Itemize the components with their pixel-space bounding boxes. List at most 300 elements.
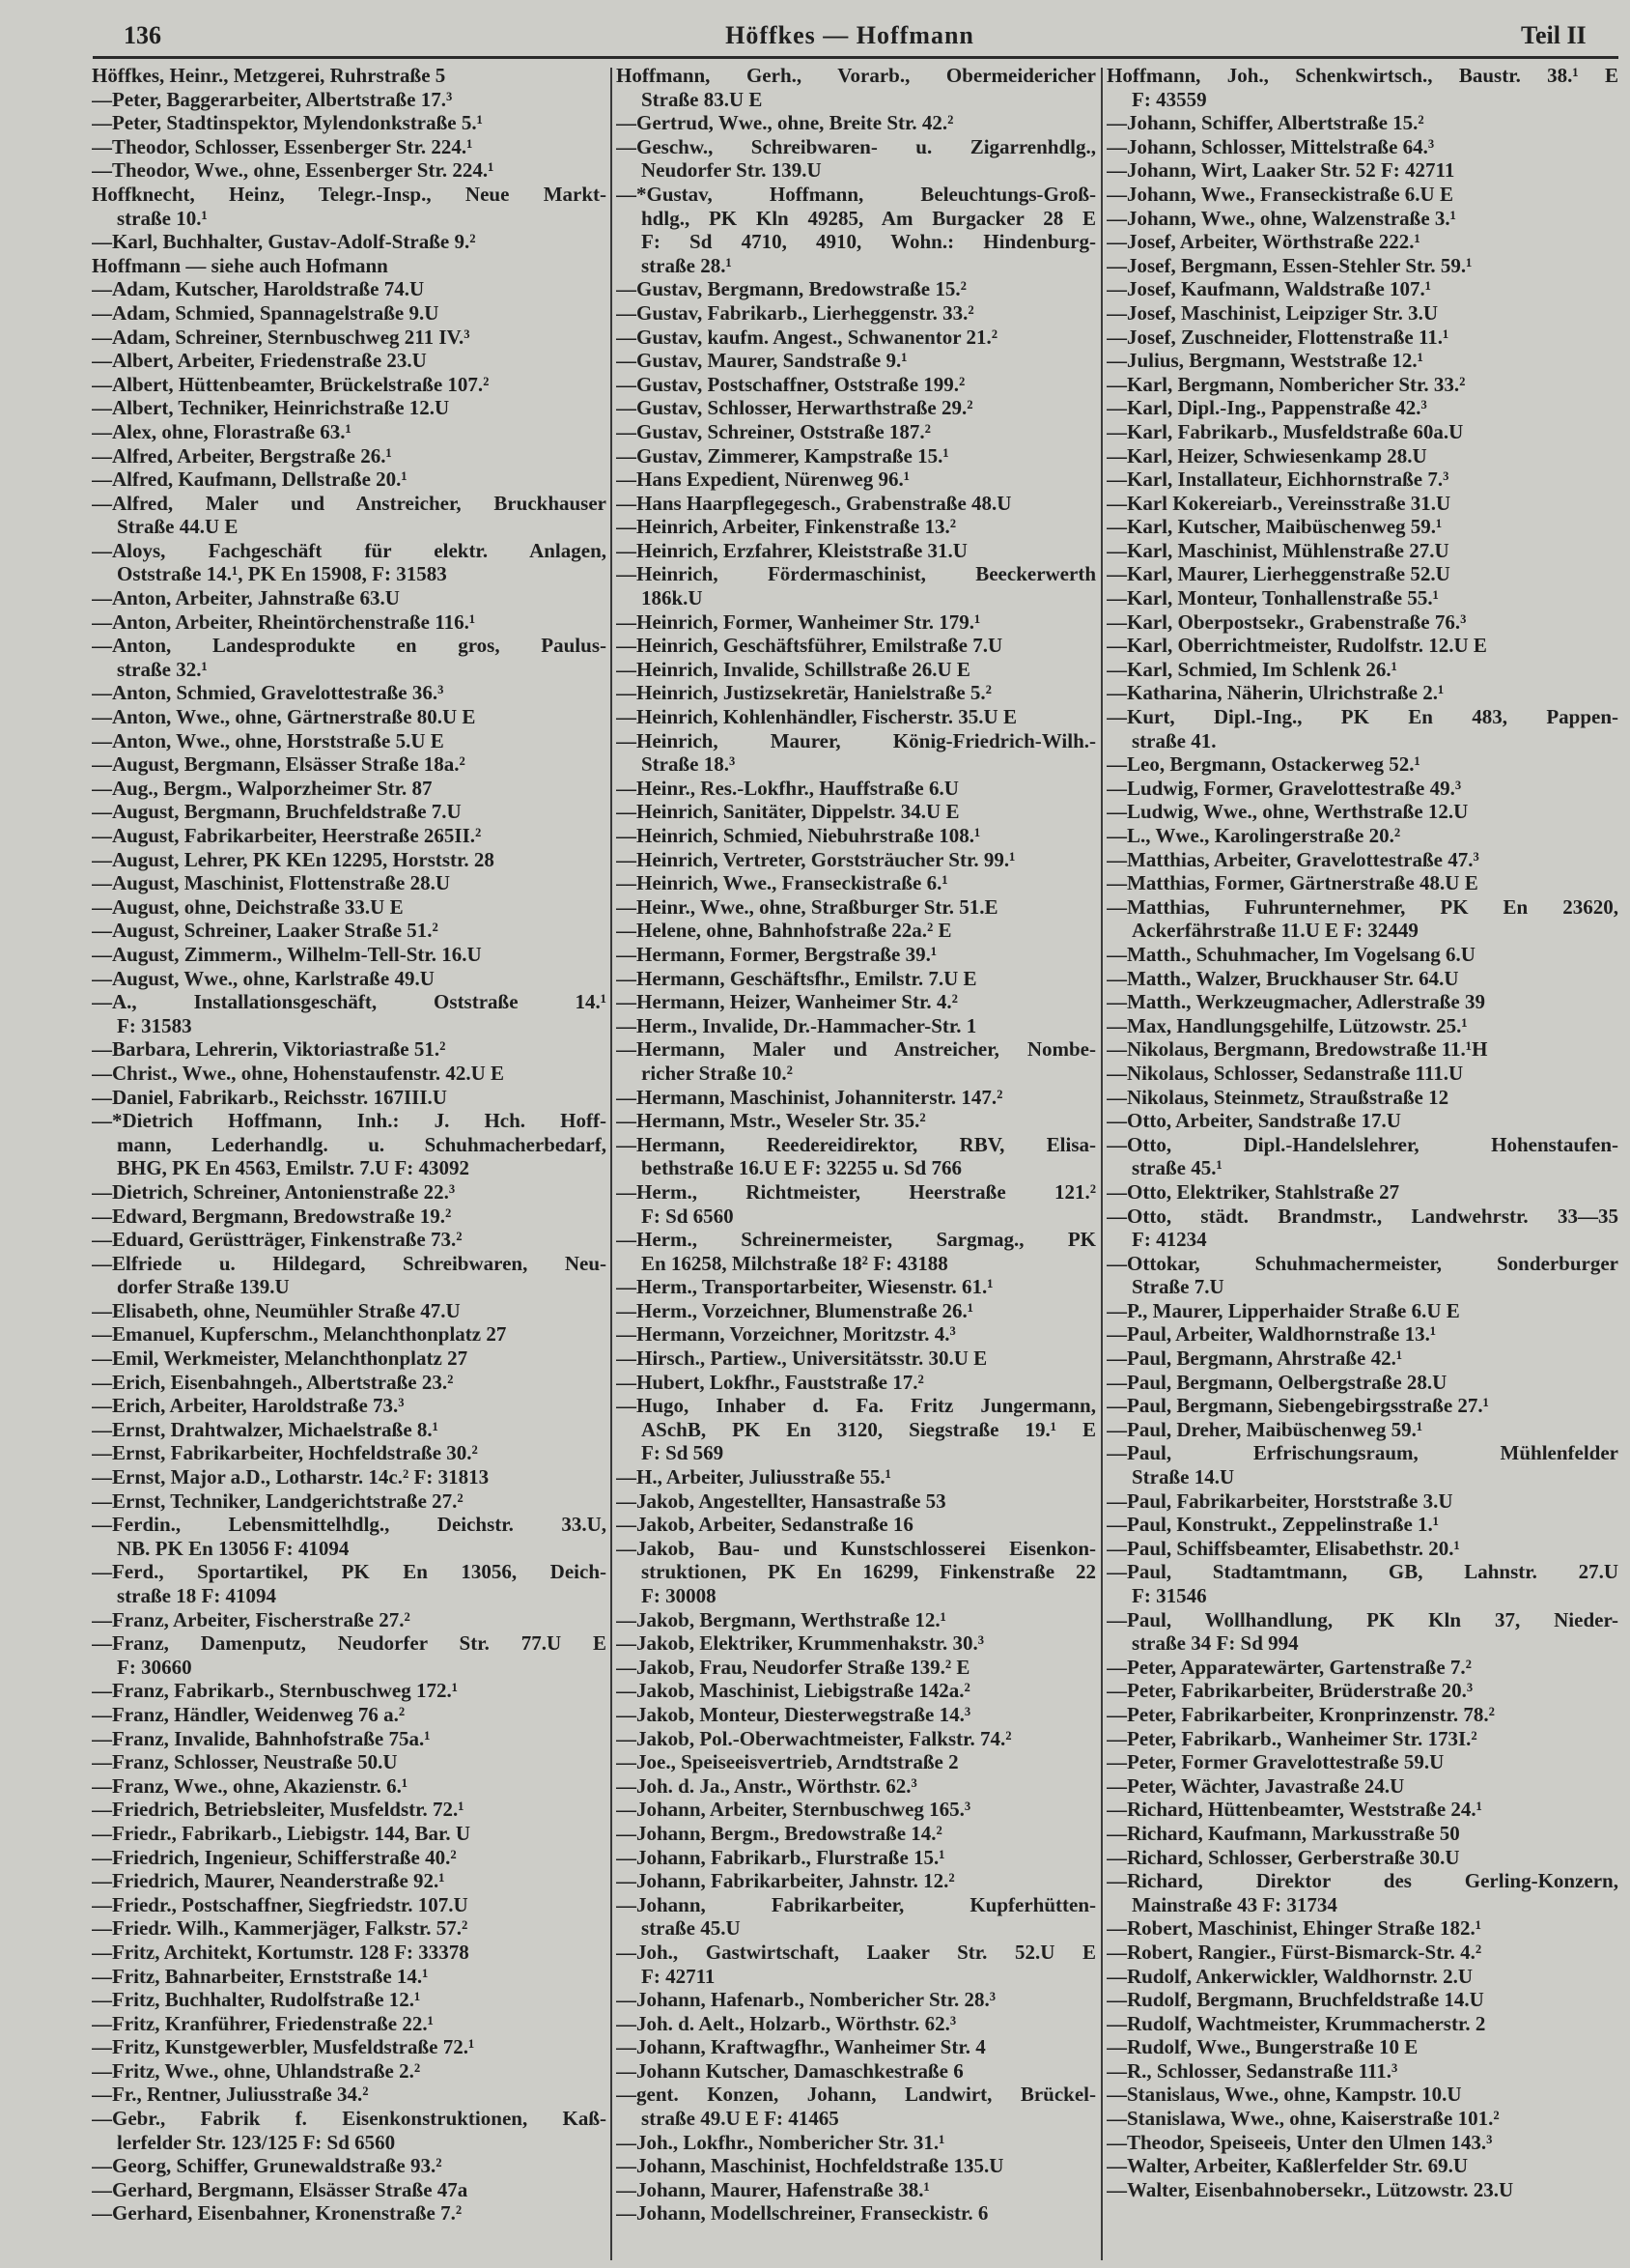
directory-entry — [92, 1869, 606, 1893]
entry-line: —Peter, Wächter, Javastraße 24.U — [1107, 1773, 1405, 1798]
directory-entry — [92, 2059, 606, 2084]
directory-entry — [92, 634, 606, 681]
entry-line: —Theodor, Wwe., ohne, Essenberger Str. 224.¹ — [92, 158, 494, 183]
directory-entry — [1107, 586, 1618, 610]
entry-line: —Jakob, Pol.-Oberwachtmeister, Falkstr. 74.² — [616, 1726, 1012, 1750]
entry-continuation-line: 186k.U — [641, 586, 703, 610]
entry-line: —Aug., Bergm., Walporzheimer Str. 87 — [92, 776, 433, 800]
entry-line: —Johann, Bergm., Bredowstraße 14.² — [616, 1821, 942, 1845]
entry-line: —Heinrich, Schmied, Niebuhrstraße 108.¹ — [616, 824, 981, 847]
directory-entry — [616, 634, 1096, 658]
entry-line: —August, Maschinist, Flottenstraße 28.U — [92, 871, 450, 895]
directory-entry — [92, 1418, 606, 1442]
entry-continuation-line: F: Sd 569 — [641, 1441, 724, 1465]
entry-line: —August, Bergmann, Elsässer Straße 18a.² — [92, 752, 465, 777]
entry-line: —Gustav, Schreiner, Oststraße 187.² — [616, 419, 931, 443]
entry-line: —Paul, Fabrikarbeiter, Horststraße 3.U — [1107, 1488, 1453, 1513]
entry-line: —Hermann, Heizer, Wanheimer Str. 4.² — [616, 990, 958, 1014]
directory-entry — [616, 871, 1096, 895]
directory-entry — [1107, 1774, 1618, 1799]
directory-entry — [1107, 1347, 1618, 1371]
directory-entry — [1107, 1846, 1618, 1870]
entry-line: —Joh., Lokfhr., Nombericher Str. 31.¹ — [616, 2130, 945, 2154]
entry-line: —Friedrich, Maurer, Neanderstraße 92.¹ — [92, 1869, 445, 1893]
entry-continuation-line: bethstraße 16.U E F: 32255 u. Sd 766 — [641, 1156, 962, 1180]
entry-line: —Johann, Schlosser, Mittelstraße 64.³ — [1107, 134, 1435, 158]
directory-entry — [1107, 1608, 1618, 1656]
entry-line: —Gustav, Fabrikarb., Lierheggenstr. 33.² — [616, 300, 974, 325]
entry-continuation-line: ASchB, PK En 3120, Siegstraße 19.¹ E — [641, 1417, 1096, 1441]
directory-entry — [92, 2083, 606, 2107]
entry-line: —Joh., Gastwirtschaft, Laaker Str. 52.U E — [616, 1940, 1096, 1964]
entry-line: —Peter, Fabrikarbeiter, Brüderstraße 20.³ — [1107, 1679, 1474, 1703]
entry-line: —Hans Haarpflegegesch., Grabenstraße 48.U — [616, 491, 1012, 515]
directory-entry — [1107, 800, 1618, 824]
entry-continuation-line: Mainstraße 43 F: 31734 — [1132, 1892, 1337, 1916]
directory-entry — [92, 681, 606, 705]
directory-entry — [92, 1608, 606, 1632]
entry-line: —Karl, Fabrikarb., Musfeldstraße 60a.U — [1107, 419, 1464, 443]
directory-entry — [1107, 752, 1618, 777]
entry-line: —Fritz, Kranführer, Friedenstraße 22.¹ — [92, 2011, 434, 2035]
entry-continuation-line: F: Sd 4710, 4910, Wohn.: Hindenburg- — [641, 230, 1096, 254]
directory-entry — [92, 396, 606, 420]
entry-line: —Friedrich, Ingenieur, Schifferstraße 40.² — [92, 1845, 457, 1869]
directory-entry — [92, 1893, 606, 1917]
entry-line: —Elisabeth, ohne, Neumühler Straße 47.U — [92, 1298, 461, 1322]
directory-entry — [1107, 705, 1618, 752]
entry-line: —Johann, Fabrikarbeiter, Kupferhütten- — [616, 1892, 1096, 1916]
directory-entry — [616, 990, 1096, 1014]
entry-line: —Hugo, Inhaber d. Fa. Fritz Jungermann, — [616, 1394, 1096, 1418]
directory-entry — [92, 1062, 606, 1086]
entry-line: —Johann, Arbeiter, Sternbuschweg 165.³ — [616, 1798, 971, 1822]
entry-line: —Rudolf, Ankerwickler, Waldhornstr. 2.U — [1107, 1964, 1474, 1988]
entry-line: —Elfriede u. Hildegard, Schreibwaren, Neu- — [92, 1251, 606, 1275]
directory-entry — [92, 1750, 606, 1774]
directory-entry — [616, 1086, 1096, 1110]
entry-line: —Johann, Maurer, Hafenstraße 38.¹ — [616, 2177, 930, 2201]
entry-continuation-line: lerfelder Str. 123/125 F: Sd 6560 — [117, 2130, 396, 2154]
entry-line: —Otto, Dipl.-Handelslehrer, Hohenstaufen- — [1107, 1132, 1618, 1156]
entry-continuation-line: struktionen, PK En 16299, Finkenstraße 22 — [641, 1560, 1096, 1584]
entry-line: —Hirsch., Partiew., Universitätsstr. 30.U E — [616, 1347, 988, 1371]
directory-entry — [1107, 207, 1618, 231]
directory-entry — [92, 2154, 606, 2178]
directory-entry — [92, 705, 606, 729]
directory-entry — [1107, 135, 1618, 159]
directory-entry — [616, 373, 1096, 397]
entry-line: —Otto, Elektriker, Stahlstraße 27 — [1107, 1179, 1400, 1204]
entry-continuation-line: F: 42711 — [641, 1964, 716, 1988]
directory-column-3 — [1107, 64, 1618, 2201]
directory-column-2 — [616, 64, 1096, 2225]
directory-entry — [616, 1988, 1096, 2012]
entry-line: —Gustav, Maurer, Sandstraße 9.¹ — [616, 349, 908, 373]
entry-line: —Franz, Fabrikarb., Sternbuschweg 172.¹ — [92, 1679, 459, 1703]
entry-line: —Heinr., Wwe., ohne, Straßburger Str. 51.E — [616, 894, 998, 919]
directory-entry — [92, 2201, 606, 2225]
directory-entry — [1107, 1727, 1618, 1751]
directory-entry — [92, 64, 606, 88]
directory-entry — [1107, 1798, 1618, 1822]
entry-line: —Joh. d. Ja., Anstr., Wörthstr. 62.³ — [616, 1773, 917, 1798]
entry-line: —Julius, Bergmann, Weststraße 12.¹ — [1107, 349, 1423, 373]
entry-line: —Anton, Wwe., ohne, Horststraße 5.U E — [92, 728, 444, 752]
directory-entry — [1107, 658, 1618, 682]
entry-line: —Gertrud, Wwe., ohne, Breite Str. 42.² — [616, 111, 954, 135]
entry-continuation-line: F: 31546 — [1132, 1584, 1207, 1607]
directory-entry — [1107, 1014, 1618, 1038]
entry-line: —Alfred, Kaufmann, Dellstraße 20.¹ — [92, 468, 408, 492]
entry-line: —Fritz, Kunstgewerbler, Musfeldstraße 72.¹ — [92, 2035, 475, 2059]
directory-entry — [92, 1037, 606, 1062]
directory-entry — [1107, 848, 1618, 872]
directory-entry — [92, 1631, 606, 1679]
entry-line: —Emil, Werkmeister, Melanchthonplatz 27 — [92, 1347, 468, 1371]
entry-continuation-line: Straße 7.U — [1132, 1275, 1224, 1299]
directory-entry — [1107, 967, 1618, 991]
entry-continuation-line: straße 45.¹ — [1132, 1156, 1222, 1180]
entry-line: —Josef, Kaufmann, Waldstraße 107.¹ — [1107, 277, 1432, 301]
directory-entry — [616, 2059, 1096, 2084]
entry-line: —Matth., Werkzeugmacher, Adlerstraße 39 — [1107, 990, 1485, 1014]
entry-continuation-line: straße 49.U E F: 41465 — [641, 2107, 839, 2131]
directory-entry — [616, 1489, 1096, 1514]
entry-line: —Jakob, Arbeiter, Sedanstraße 16 — [616, 1513, 913, 1537]
entry-line: —Jakob, Frau, Neudorfer Straße 139.² E — [616, 1655, 970, 1679]
entry-continuation-line: hdlg., PK Kln 49285, Am Burgacker 28 E — [641, 206, 1096, 230]
directory-entry — [616, 777, 1096, 801]
entry-line: —Walter, Arbeiter, Kaßlerfelder Str. 69.U — [1107, 2154, 1469, 2178]
entry-line: —Johann, Maschinist, Hochfeldstraße 135.U — [616, 2154, 1004, 2178]
header-rule — [93, 56, 1618, 59]
entry-line: —Max, Handlungsgehilfe, Lützowstr. 25.¹ — [1107, 1013, 1468, 1037]
entry-line: —Franz, Damenputz, Neudorfer Str. 77.U E — [92, 1631, 606, 1656]
directory-entry — [1107, 254, 1618, 278]
entry-line: —Ernst, Fabrikarbeiter, Hochfeldstraße 30.² — [92, 1441, 478, 1465]
entry-line: —Johann, Hafenarb., Nombericher Str. 28.³ — [616, 1988, 997, 2012]
entry-line: —Matthias, Former, Gärtnerstraße 48.U E — [1107, 871, 1478, 895]
entry-line: —Hermann, Former, Bergstraße 39.¹ — [616, 942, 938, 966]
directory-entry — [92, 1988, 606, 2012]
directory-entry — [616, 1750, 1096, 1774]
directory-entry — [92, 135, 606, 159]
directory-entry — [1107, 1109, 1618, 1133]
directory-entry — [1107, 326, 1618, 350]
directory-entry — [92, 967, 606, 991]
entry-line: —Heinrich, Arbeiter, Finkenstraße 13.² — [616, 515, 956, 539]
entry-line: —Franz, Händler, Weidenweg 76 a.² — [92, 1702, 406, 1726]
entry-line: —Friedr. Wilh., Kammerjäger, Falkstr. 57.² — [92, 1916, 468, 1941]
directory-entry — [616, 2083, 1096, 2130]
entry-line: —Friedrich, Betriebsleiter, Musfeldstr. 72.¹ — [92, 1798, 464, 1822]
entry-line: —Helene, ohne, Bahnhofstraße 22a.² E — [616, 919, 952, 943]
entry-line: —Josef, Bergmann, Essen-Stehler Str. 59.¹ — [1107, 253, 1473, 277]
directory-entry — [1107, 1394, 1618, 1418]
entry-line: —Heinrich, Maurer, König-Friedrich-Wilh.- — [616, 728, 1096, 752]
entry-line: —Karl, Monteur, Tonhallenstraße 55.¹ — [1107, 586, 1439, 610]
directory-entry — [92, 349, 606, 373]
entry-line: —Otto, städt. Brandmstr., Landwehrstr. 33—35 — [1107, 1204, 1618, 1228]
entry-line: Hoffmann, Joh., Schenkwirtsch., Baustr. 38.¹ E — [1107, 64, 1618, 87]
directory-entry — [92, 1322, 606, 1347]
directory-entry — [1107, 1205, 1618, 1252]
entry-line: —Robert, Rangier., Fürst-Bismarck-Str. 4.² — [1107, 1940, 1482, 1964]
directory-entry — [1107, 634, 1618, 658]
directory-entry — [92, 2012, 606, 2036]
entry-line: —Paul, Dreher, Maibüschenweg 59.¹ — [1107, 1417, 1423, 1441]
directory-entry — [616, 1465, 1096, 1489]
entry-line: —Matth., Walzer, Bruckhauser Str. 64.U — [1107, 966, 1459, 990]
entry-line: —Theodor, Speiseeis, Unter den Ulmen 143.³ — [1107, 2130, 1493, 2154]
directory-entry — [616, 1299, 1096, 1323]
directory-entry — [1107, 230, 1618, 254]
entry-line: —Hermann, Vorzeichner, Moritzstr. 4.³ — [616, 1322, 956, 1347]
entry-line: —Hermann, Geschäftsfhr., Emilstr. 7.U E — [616, 966, 977, 990]
entry-line: —Georg, Schiffer, Grunewaldstraße 93.² — [92, 2154, 442, 2178]
directory-entry — [92, 1086, 606, 1110]
entry-line: —Karl, Kutscher, Maibüschenweg 59.¹ — [1107, 515, 1443, 539]
entry-line: —Theodor, Schlosser, Essenberger Str. 224.¹ — [92, 134, 473, 158]
directory-entry — [1107, 1441, 1618, 1488]
directory-entry — [616, 1014, 1096, 1038]
entry-line: —Fritz, Buchhalter, Rudolfstraße 12.¹ — [92, 1988, 421, 2012]
directory-entry — [92, 1679, 606, 1703]
entry-line: —Ferdin., Lebensmittelhdlg., Deichstr. 33.U, — [92, 1513, 606, 1537]
entry-line: —Ottokar, Schuhmachermeister, Sonderburger — [1107, 1251, 1618, 1275]
entry-line: —Fritz, Architekt, Kortumstr. 128 F: 33378 — [92, 1940, 469, 1964]
entry-line: —Hermann, Mstr., Weseler Str. 35.² — [616, 1109, 926, 1133]
entry-line: —Karl, Bergmann, Nombericher Str. 33.² — [1107, 372, 1466, 396]
entry-line: —Johann, Modellschreiner, Franseckistr. 6 — [616, 2201, 989, 2225]
directory-entry — [1107, 1252, 1618, 1299]
entry-line: —Gerhard, Bergmann, Elsässer Straße 47a — [92, 2177, 468, 2201]
entry-line: —Heinrich, Fördermaschinist, Beeckerwerth — [616, 562, 1096, 586]
directory-entry — [616, 349, 1096, 373]
entry-line: —A., Installationsgeschäft, Oststraße 14.¹ — [92, 990, 606, 1014]
directory-entry — [1107, 1322, 1618, 1347]
directory-entry — [616, 1394, 1096, 1465]
directory-entry — [616, 1180, 1096, 1228]
directory-entry — [616, 1513, 1096, 1537]
directory-entry — [92, 824, 606, 848]
entry-line: —Nikolaus, Steinmetz, Straußstraße 12 — [1107, 1085, 1449, 1109]
entry-line: —Ernst, Major a.D., Lotharstr. 14c.² F: 31813 — [92, 1465, 490, 1489]
entry-line: —Alfred, Arbeiter, Bergstraße 26.¹ — [92, 443, 392, 468]
directory-entry — [616, 1656, 1096, 1680]
entry-continuation-line: straße 28.¹ — [641, 253, 732, 277]
entry-continuation-line: F: 30008 — [641, 1584, 717, 1607]
directory-entry — [616, 967, 1096, 991]
directory-entry — [616, 277, 1096, 301]
entry-line: —August, Fabrikarbeiter, Heerstraße 265II.² — [92, 824, 482, 847]
directory-entry — [1107, 2131, 1618, 2155]
entry-line: —P., Maurer, Lipperhaider Straße 6.U E — [1107, 1298, 1460, 1322]
entry-line: —Paul, Schiffsbeamter, Elisabethstr. 20.¹ — [1107, 1536, 1460, 1560]
directory-entry — [92, 373, 606, 397]
directory-entry — [616, 2035, 1096, 2059]
entry-line: Höffkes, Heinr., Metzgerei, Ruhrstraße 5 — [92, 64, 446, 87]
entry-line: —R., Schlosser, Sedanstraße 111.³ — [1107, 2058, 1398, 2083]
directory-entry — [92, 1774, 606, 1799]
directory-entry — [92, 158, 606, 183]
entry-line: —Edward, Bergmann, Bredowstraße 19.² — [92, 1204, 452, 1228]
entry-continuation-line: mann, Lederhandlg. u. Schuhmacherbedarf, — [117, 1132, 606, 1156]
entry-line: —Josef, Arbeiter, Wörthstraße 222.¹ — [1107, 230, 1420, 254]
entry-continuation-line: Oststraße 14.¹, PK En 15908, F: 31583 — [117, 562, 447, 586]
directory-entry — [1107, 396, 1618, 420]
entry-line: —Matth., Schuhmacher, Im Vogelsang 6.U — [1107, 942, 1475, 966]
entry-line: —Ernst, Drahtwalzer, Michaelstraße 8.¹ — [92, 1417, 438, 1441]
entry-continuation-line: Ackerfährstraße 11.U E F: 32449 — [1132, 919, 1419, 943]
entry-line: —Paul, Wollhandlung, PK Kln 37, Nieder- — [1107, 1607, 1618, 1631]
entry-line: —Walter, Eisenbahnobersekr., Lützowstr. 23.U — [1107, 2177, 1514, 2201]
entry-line: —Ludwig, Wwe., ohne, Werthstraße 12.U — [1107, 800, 1469, 824]
directory-entry — [1107, 301, 1618, 326]
entry-line: —Jakob, Maschinist, Liebigstraße 142a.² — [616, 1679, 970, 1703]
entry-line: —Eduard, Gerüstträger, Finkenstraße 73.² — [92, 1228, 463, 1252]
directory-entry — [92, 2035, 606, 2059]
entry-line: —Karl, Oberrichtmeister, Rudolfstr. 12.U E — [1107, 634, 1487, 658]
directory-entry — [616, 562, 1096, 610]
directory-entry — [1107, 1062, 1618, 1086]
directory-entry — [616, 848, 1096, 872]
entry-continuation-line: F: 43559 — [1132, 87, 1207, 111]
directory-entry — [92, 848, 606, 872]
entry-line: —Johann, Wirt, Laaker Str. 52 F: 42711 — [1107, 158, 1455, 183]
directory-entry — [92, 2107, 606, 2154]
entry-line: —August, Lehrer, PK KEn 12295, Horststr. 28 — [92, 847, 494, 871]
directory-entry — [1107, 871, 1618, 895]
entry-line: —Heinrich, Wwe., Franseckistraße 6.¹ — [616, 871, 948, 895]
directory-entry — [616, 420, 1096, 444]
directory-entry — [1107, 1180, 1618, 1205]
entry-line: —Stanislaus, Wwe., ohne, Kampstr. 10.U — [1107, 2083, 1462, 2107]
entry-line: —Heinrich, Geschäftsführer, Emilstraße 7.U — [616, 634, 1003, 658]
directory-entry — [616, 705, 1096, 729]
entry-continuation-line: Neudorfer Str. 139.U — [641, 158, 822, 183]
entry-line: —Johann, Fabrikarb., Flurstraße 15.¹ — [616, 1845, 945, 1869]
entry-line: —Josef, Maschinist, Leipziger Str. 3.U — [1107, 300, 1438, 325]
directory-entry — [92, 111, 606, 135]
directory-entry — [616, 2201, 1096, 2225]
entry-line: —Dietrich, Schreiner, Antonienstraße 22.³ — [92, 1179, 456, 1204]
entry-line: —Paul, Konstrukt., Zeppelinstraße 1.¹ — [1107, 1513, 1440, 1537]
entry-line: —Nikolaus, Bergmann, Bredowstraße 11.¹H — [1107, 1037, 1488, 1062]
directory-entry — [1107, 824, 1618, 848]
entry-line: —Fritz, Wwe., ohne, Uhlandstraße 2.² — [92, 2058, 421, 2083]
entry-line: —Heinrich, Erzfahrer, Kleiststraße 31.U — [616, 538, 968, 562]
entry-line: —Gustav, kaufm. Angest., Schwanentor 21.² — [616, 325, 998, 349]
column-divider — [610, 68, 612, 2260]
directory-entry — [616, 1347, 1096, 1371]
entry-line: —Karl, Maschinist, Mühlenstraße 27.U — [1107, 538, 1449, 562]
entry-line: —Herm., Transportarbeiter, Wiesenstr. 61.¹ — [616, 1275, 994, 1299]
directory-entry — [616, 396, 1096, 420]
entry-line: —Herm., Invalide, Dr.-Hammacher-Str. 1 — [616, 1013, 977, 1037]
entry-line: —Franz, Invalide, Bahnhofstraße 75a.¹ — [92, 1726, 431, 1750]
entry-line: —Johann, Wwe., Franseckistraße 6.U E — [1107, 182, 1453, 206]
entry-line: —Ernst, Techniker, Landgerichtstraße 27.² — [92, 1488, 464, 1513]
entry-line: —Karl, Buchhalter, Gustav-Adolf-Straße 9.² — [92, 230, 476, 254]
directory-entry — [1107, 1941, 1618, 1965]
entry-line: —Richard, Schlosser, Gerberstraße 30.U — [1107, 1845, 1460, 1869]
entry-line: —Gerhard, Eisenbahner, Kronenstraße 7.² — [92, 2201, 463, 2225]
directory-entry — [1107, 1037, 1618, 1062]
directory-entry — [616, 1822, 1096, 1846]
entry-line: —Gustav, Bergmann, Bredowstraße 15.² — [616, 277, 967, 301]
directory-column-1 — [92, 64, 606, 2225]
entry-continuation-line: F: Sd 6560 — [641, 1204, 734, 1228]
directory-entry — [1107, 681, 1618, 705]
directory-entry — [1107, 539, 1618, 563]
directory-entry — [1107, 1703, 1618, 1727]
directory-entry — [1107, 1560, 1618, 1607]
directory-entry — [92, 420, 606, 444]
directory-entry — [92, 919, 606, 943]
directory-entry — [616, 1037, 1096, 1085]
entry-line: Hoffknecht, Heinz, Telegr.-Insp., Neue Markt- — [92, 182, 606, 206]
directory-entry — [1107, 492, 1618, 516]
entry-line: —Karl, Maurer, Lierheggenstraße 52.U — [1107, 562, 1450, 586]
entry-line: —Johann, Wwe., ohne, Walzenstraße 3.¹ — [1107, 206, 1456, 230]
directory-entry — [92, 729, 606, 753]
directory-entry — [1107, 1656, 1618, 1680]
directory-entry — [616, 1371, 1096, 1395]
directory-entry — [616, 1893, 1096, 1941]
directory-entry — [1107, 943, 1618, 967]
entry-line: —Paul, Bergmann, Oelbergstraße 28.U — [1107, 1370, 1447, 1394]
entry-continuation-line: Straße 83.U E — [641, 87, 763, 111]
directory-entry — [616, 183, 1096, 277]
entry-line: —Anton, Wwe., ohne, Gärtnerstraße 80.U E — [92, 705, 476, 729]
directory-entry — [1107, 1489, 1618, 1514]
entry-line: —Heinrich, Former, Wanheimer Str. 179.¹ — [616, 610, 981, 634]
entry-line: —Peter, Baggerarbeiter, Albertstraße 17.³ — [92, 87, 453, 111]
entry-line: —Leo, Bergmann, Ostackerweg 52.¹ — [1107, 752, 1420, 777]
directory-entry — [616, 444, 1096, 468]
directory-entry — [1107, 158, 1618, 183]
directory-entry — [616, 326, 1096, 350]
directory-entry — [616, 1869, 1096, 1893]
directory-entry — [92, 88, 606, 112]
entry-line: —Geschw., Schreibwaren- u. Zigarrenhdlg., — [616, 134, 1096, 158]
directory-entry — [1107, 1988, 1618, 2012]
entry-continuation-line: F: 41234 — [1132, 1228, 1207, 1252]
entry-line: —Heinrich, Kohlenhändler, Fischerstr. 35.U E — [616, 705, 1017, 729]
entry-line: —H., Arbeiter, Juliusstraße 55.¹ — [616, 1465, 891, 1489]
column-divider — [1101, 68, 1103, 2260]
entry-continuation-line: F: 30660 — [117, 1655, 192, 1679]
directory-entry — [92, 800, 606, 824]
directory-entry — [1107, 1869, 1618, 1916]
directory-entry — [1107, 2035, 1618, 2059]
entry-line: —Joh. d. Aelt., Holzarb., Wörthstr. 62.³ — [616, 2011, 957, 2035]
directory-entry — [92, 1441, 606, 1465]
entry-line: —Anton, Arbeiter, Rheintörchenstraße 116.¹ — [92, 610, 476, 634]
directory-entry — [616, 1727, 1096, 1751]
entry-line: —Karl, Heizer, Schwiesenkamp 28.U — [1107, 443, 1427, 468]
entry-line: —Heinrich, Invalide, Schillstraße 26.U E — [616, 657, 970, 681]
entry-line: —Johann, Kraftwagfhr., Wanheimer Str. 4 — [616, 2035, 986, 2059]
directory-entry — [92, 752, 606, 777]
directory-entry — [616, 111, 1096, 135]
directory-entry — [92, 943, 606, 967]
directory-entry — [616, 64, 1096, 111]
entry-line: —Otto, Arbeiter, Sandstraße 17.U — [1107, 1109, 1401, 1133]
entry-line: —Paul, Bergmann, Siebengebirgsstraße 27.¹ — [1107, 1394, 1489, 1418]
